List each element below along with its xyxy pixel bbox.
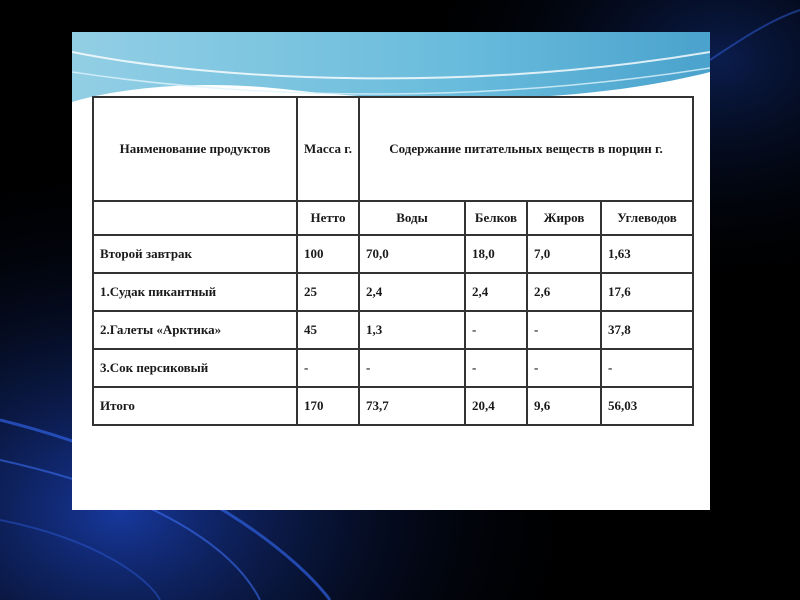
table-row-total [93, 387, 693, 425]
cell-carbs: - [601, 349, 693, 387]
cell-water: 1,3 [359, 311, 465, 349]
cell-protein: - [465, 349, 527, 387]
nutrition-table [92, 96, 694, 426]
cell-mass: 45 [297, 311, 359, 349]
cell-fat: - [527, 349, 601, 387]
cell-water: 73,7 [359, 387, 465, 425]
cell-protein: - [465, 311, 527, 349]
cell-water: 2,4 [359, 273, 465, 311]
cell-mass: 170 [297, 387, 359, 425]
header-content: Содержание питательных веществ в порцин г. [359, 97, 693, 201]
cell-water: 70,0 [359, 235, 465, 273]
cell-protein: 20,4 [465, 387, 527, 425]
subheader-carbs: Углеводов [601, 201, 693, 235]
cell-name: 2.Галеты «Арктика» [93, 311, 297, 349]
cell-fat: 9,6 [527, 387, 601, 425]
subheader-fat: Жиров [527, 201, 601, 235]
subheader-water: Воды [359, 201, 465, 235]
cell-name: 3.Сок персиковый [93, 349, 297, 387]
header-name: Наименование продуктов [93, 97, 297, 201]
cell-name: Второй завтрак [93, 235, 297, 273]
table-row [93, 235, 693, 273]
cell-name: 1.Судак пикантный [93, 273, 297, 311]
cell-carbs: 37,8 [601, 311, 693, 349]
cell-mass: 100 [297, 235, 359, 273]
header-mass: Масса г. [297, 97, 359, 201]
subheader-netto: Нетто [297, 201, 359, 235]
table-row [93, 349, 693, 387]
subheader-empty [93, 201, 297, 235]
table-subheader-row [93, 201, 693, 235]
table-header-row [93, 97, 693, 201]
cell-fat: - [527, 311, 601, 349]
table-row [93, 273, 693, 311]
slide [72, 32, 710, 510]
cell-name: Итого [93, 387, 297, 425]
cell-water: - [359, 349, 465, 387]
cell-mass: - [297, 349, 359, 387]
subheader-protein: Белков [465, 201, 527, 235]
cell-protein: 18,0 [465, 235, 527, 273]
table-row [93, 311, 693, 349]
cell-fat: 2,6 [527, 273, 601, 311]
cell-carbs: 17,6 [601, 273, 693, 311]
cell-carbs: 56,03 [601, 387, 693, 425]
cell-carbs: 1,63 [601, 235, 693, 273]
cell-protein: 2,4 [465, 273, 527, 311]
cell-mass: 25 [297, 273, 359, 311]
cell-fat: 7,0 [527, 235, 601, 273]
